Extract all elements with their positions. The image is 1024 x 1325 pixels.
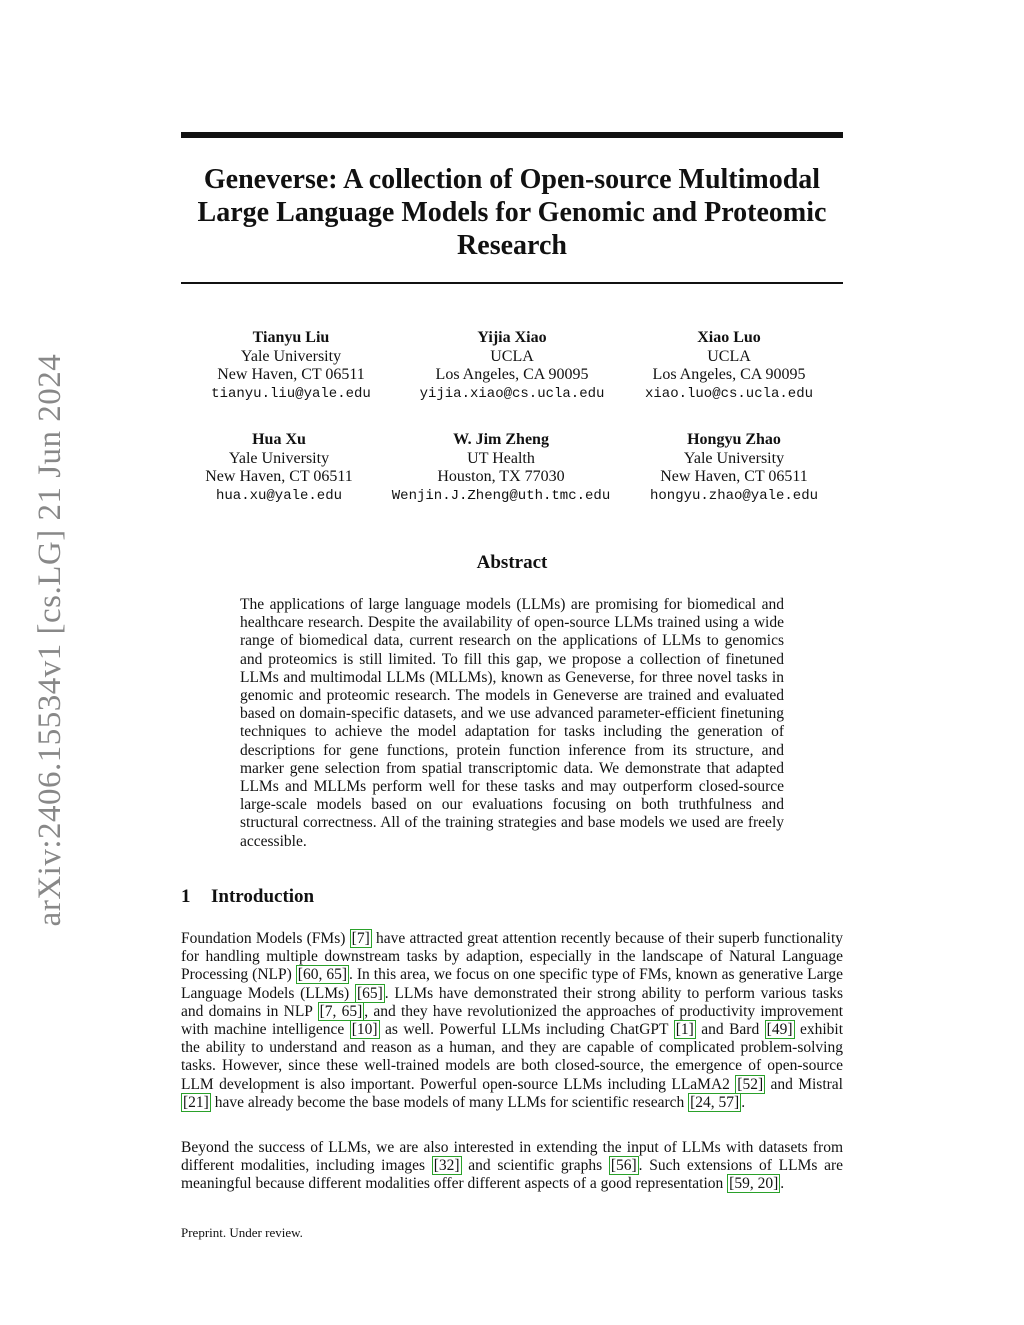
paper-title — [181, 163, 843, 262]
author-card — [381, 431, 621, 505]
text-run: . LLMs have demonstrated their strong ability to perform various tasks and domains in NLP — [181, 984, 843, 1020]
author-email[interactable]: xiao.luo@cs.ucla.edu — [644, 385, 814, 402]
author-affiliation: Yale University — [228, 449, 330, 467]
author-email[interactable]: hongyu.zhao@yale.edu — [649, 487, 819, 504]
author-row — [181, 329, 843, 409]
author-name: Hongyu Zhao — [687, 431, 781, 448]
author-location: New Haven, CT 06511 — [217, 366, 365, 383]
author-affiliation: UCLA — [490, 347, 534, 365]
abstract-heading: Abstract — [476, 552, 548, 573]
body-paragraph — [181, 930, 843, 1112]
text-run: , and they have revolutionized the approaches of productivity improvement with machine intelligence — [181, 1002, 844, 1039]
abstract-text: The applications of large language models (LLMs) are promising for biomedical and healthcare research. Despite the availability of open-source LLMs trained using a wide range of biomedical data, current research on the applications of LLMs to genomics and proteomics is still limited. To fill this gap, we propose a collection of finetuned LLMs and multimodal LLMs (MLLMs), known as Geneverse, for three novel tasks in genomic and proteomic research. The models in Geneverse are trained and evaluated based on domain-specific datasets, and we use advanced parameter-efficient finetuning techniques to achieve the model adaptation for tasks including the generation of descriptions for gene functions, protein function inference from its structure, and marker gene selection from spatial transcriptomic data. We demonstrate that adapted LLMs and MLLMs perform well for these tasks and may outperform closed-source large-scale models based on our evaluations focusing on both truthfulness and structural correctness. All of the training strategies and base models we used are freely accessible. — [240, 596, 784, 850]
title-top-rule — [181, 132, 843, 138]
text-run: have attracted great attention recently because of their superb functionality for handling multiple downstream tasks by adaption, especially in the landscape of Natural Language Processing (NLP) — [181, 930, 843, 984]
text-run: as well. Powerful LLMs including ChatGPT — [379, 1021, 674, 1039]
text-run: Foundation Models (FMs) — [181, 930, 350, 947]
text-run: exhibit the ability to understand and reason as a human, and they are capable of complicated problem-solving tasks. However, since these well-trained models are both closed-source, the emergence of open-source LLM development is also important. Powerful open-source LLMs including LLaMA2 — [181, 1021, 844, 1093]
title-line: Geneverse: A collection of Open-source Multimodal — [203, 164, 821, 195]
citation-link[interactable]: [52] — [737, 1075, 764, 1093]
citation-link[interactable]: [21] — [183, 1093, 209, 1111]
section-number: 1 — [181, 886, 191, 907]
citation-link[interactable]: [49] — [766, 1021, 793, 1039]
citation-link[interactable]: [65] — [356, 984, 383, 1002]
citation-link[interactable]: [24, 57] — [690, 1093, 740, 1111]
author-affiliation: Yale University — [240, 347, 342, 365]
citation-link[interactable]: [59, 20] — [729, 1175, 779, 1193]
author-card — [609, 329, 849, 403]
author-row — [181, 431, 843, 511]
citation-link[interactable]: [60, 65] — [297, 966, 347, 984]
author-name: W. Jim Zheng — [453, 431, 549, 448]
author-location: Houston, TX 77030 — [437, 468, 565, 485]
text-run: Beyond the success of LLMs, we are also interested in extending the input of LLMs with datasets from different modalities, including images — [181, 1139, 843, 1175]
author-card — [171, 329, 411, 403]
author-email[interactable]: tianyu.liu@yale.edu — [211, 385, 371, 402]
text-run: . Such extensions of LLMs are meaningful because different modalities offer different aspects of a good representation — [181, 1157, 843, 1193]
text-run: . In this area, we focus on one specific type of FMs, known as generative Large Language Models (LLMs) — [181, 966, 843, 1002]
text-run: and scientific graphs — [461, 1157, 609, 1175]
preprint-footnote: Preprint. Under review. — [181, 1225, 303, 1240]
author-card — [159, 431, 399, 505]
author-email[interactable]: yijia.xiao@cs.ucla.edu — [419, 385, 605, 402]
author-affiliation: UT Health — [467, 449, 535, 467]
author-location: Los Angeles, CA 90095 — [435, 366, 589, 383]
author-location: New Haven, CT 06511 — [205, 468, 353, 485]
text-run: . — [741, 1093, 746, 1111]
text-run: . — [780, 1175, 785, 1193]
citation-link[interactable]: [1] — [675, 1021, 694, 1039]
author-name: Xiao Luo — [697, 329, 761, 346]
author-affiliation: UCLA — [707, 347, 751, 365]
author-card — [614, 431, 854, 505]
text-run: and Bard — [695, 1021, 765, 1039]
author-name: Yijia Xiao — [477, 329, 547, 346]
section-heading — [181, 886, 314, 908]
body-paragraph — [181, 1139, 843, 1194]
text-run: have already become the base models of many LLMs for scientific research — [210, 1093, 689, 1111]
author-card — [392, 329, 632, 403]
citation-link[interactable]: [32] — [433, 1157, 460, 1175]
title-line: Large Language Models for Genomic and Proteomic — [197, 197, 827, 228]
citation-link[interactable]: [56] — [610, 1157, 637, 1175]
title-bottom-rule — [181, 282, 843, 284]
author-email[interactable]: Wenjin.J.Zheng@uth.tmc.edu — [391, 487, 611, 504]
text-run: and Mistral — [765, 1075, 843, 1093]
author-location: Los Angeles, CA 90095 — [652, 366, 806, 383]
author-email[interactable]: hua.xu@yale.edu — [215, 487, 343, 504]
author-affiliation: Yale University — [683, 449, 785, 467]
arxiv-identifier: arXiv:2406.15534v1 [cs.LG] 21 Jun 2024 — [32, 353, 68, 927]
section-title-text: Introduction — [211, 886, 315, 907]
citation-link[interactable]: [7] — [351, 930, 370, 947]
author-name: Tianyu Liu — [252, 329, 330, 346]
title-line: Research — [457, 230, 567, 261]
author-name: Hua Xu — [252, 431, 306, 448]
citation-link[interactable]: [7, 65] — [319, 1002, 363, 1020]
citation-link[interactable]: [10] — [351, 1021, 378, 1039]
author-location: New Haven, CT 06511 — [660, 468, 808, 485]
